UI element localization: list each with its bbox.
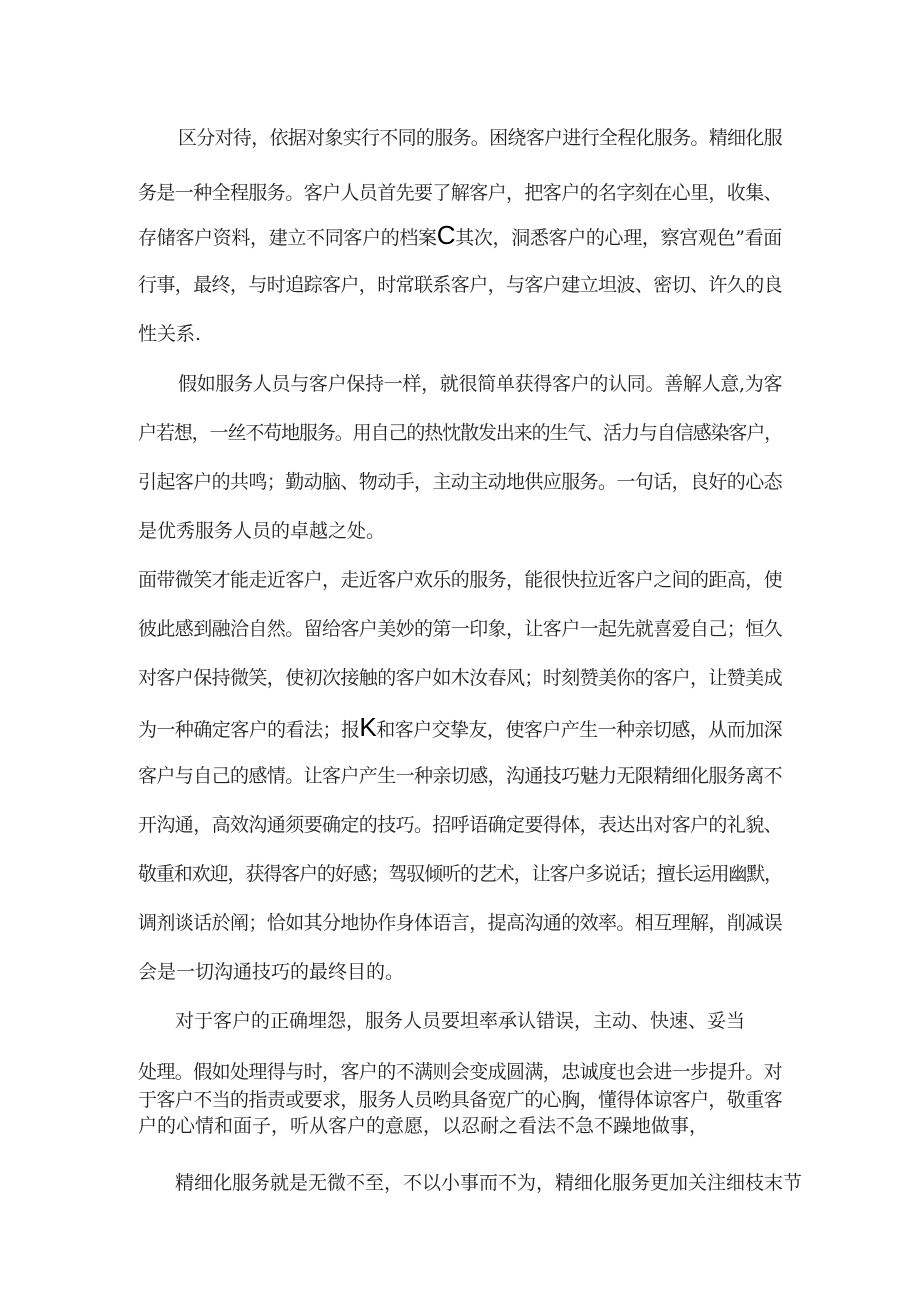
text-line: 对客户保持微笑，使初次接触的客户如木汝春风；时刻赞美你的客户，让赞美成: [138, 667, 783, 689]
text-line: 区分对待，依据对象实行不同的服务。困绕客户进行全程化服务。精细化服: [178, 127, 782, 149]
text-line: 户若想，一丝不苟地服务。用自己的热忱散发出来的生气、活力与自信感染客户，: [138, 422, 783, 444]
text-line: 对于客户的正确埋怨，服务人员要坦率承认错误，主动、快速、妥当: [175, 1010, 746, 1032]
text-line: 性关系.: [138, 323, 202, 345]
text-segment: 为一种确定客户的看法；报: [138, 719, 360, 741]
text-line: [138, 220, 782, 250]
text-line: 于客户不当的指责或要求，服务人员哟具备宽广的心胸，懂得体谅客户，敬重客: [138, 1089, 783, 1111]
text-line: 引起客户的共鸣；勤动脑、物动手，主动主动地供应服务。一句话，良好的心态: [138, 471, 783, 493]
text-segment: 和客户交挚友，使客户产生一种亲切感，从而加深: [376, 719, 783, 741]
text-line: 开沟通，高效沟通须要确定的技巧。招呼语确定要得体，表达出对客户的礼貌、: [138, 814, 783, 836]
text-line: [138, 712, 783, 742]
text-line: 会是一切沟通技巧的最终目的。: [138, 961, 405, 983]
text-line: 客户与自己的感情。让客户产生一种亲切感，沟通技巧魅力无限精细化服务离不: [138, 765, 783, 787]
text-segment: 其次，洞悉客户的心理，察宫观色”看面: [455, 227, 782, 249]
text-line: 处理。假如处理得与时，客户的不满则会变成圆满，忠诚度也会进一步提升。对: [138, 1061, 783, 1083]
text-line: 调剂谈话於阐；恰如其分地协作身体语言，提高沟通的效率。相互理解，削减误: [138, 912, 783, 934]
text-line: 务是一种全程服务。客户人员首先要了解客户，把客户的名字刻在心里，收集、: [138, 182, 783, 204]
text-line: 精细化服务就是无微不至，不以小事而不为，精细化服务更加关注细枝末节: [175, 1172, 803, 1194]
stray-glyph: C: [436, 220, 456, 250]
text-segment: 存储客户资料，建立不同客户的档案: [138, 227, 437, 249]
text-line: 是优秀服务人员的卓越之处。: [138, 520, 386, 542]
text-line: 假如服务人员与客户保持一样，就很简单获得客户的认同。善解人意,为客: [178, 373, 783, 395]
text-line: 户的心情和面子，听从客户的意愿，以忍耐之看法不急不躁地做事，: [138, 1115, 709, 1137]
text-line: 彼此感到融洽自然。留给客户美妙的第一印象，让客户一起先就喜爱自己；恒久: [138, 618, 783, 640]
stray-glyph: K: [359, 712, 377, 742]
text-line: 行事，最终，与时追踪客户，时常联系客户，与客户建立坦波、密切、许久的良: [138, 274, 783, 296]
text-line: 敬重和欢迎，获得客户的好感；驾驭倾听的艺术，让客户多说话；擅长运用幽默，: [138, 863, 783, 885]
text-line: 面带微笑才能走近客户，走近客户欢乐的服务，能很快拉近客户之间的距高，使: [138, 569, 783, 591]
